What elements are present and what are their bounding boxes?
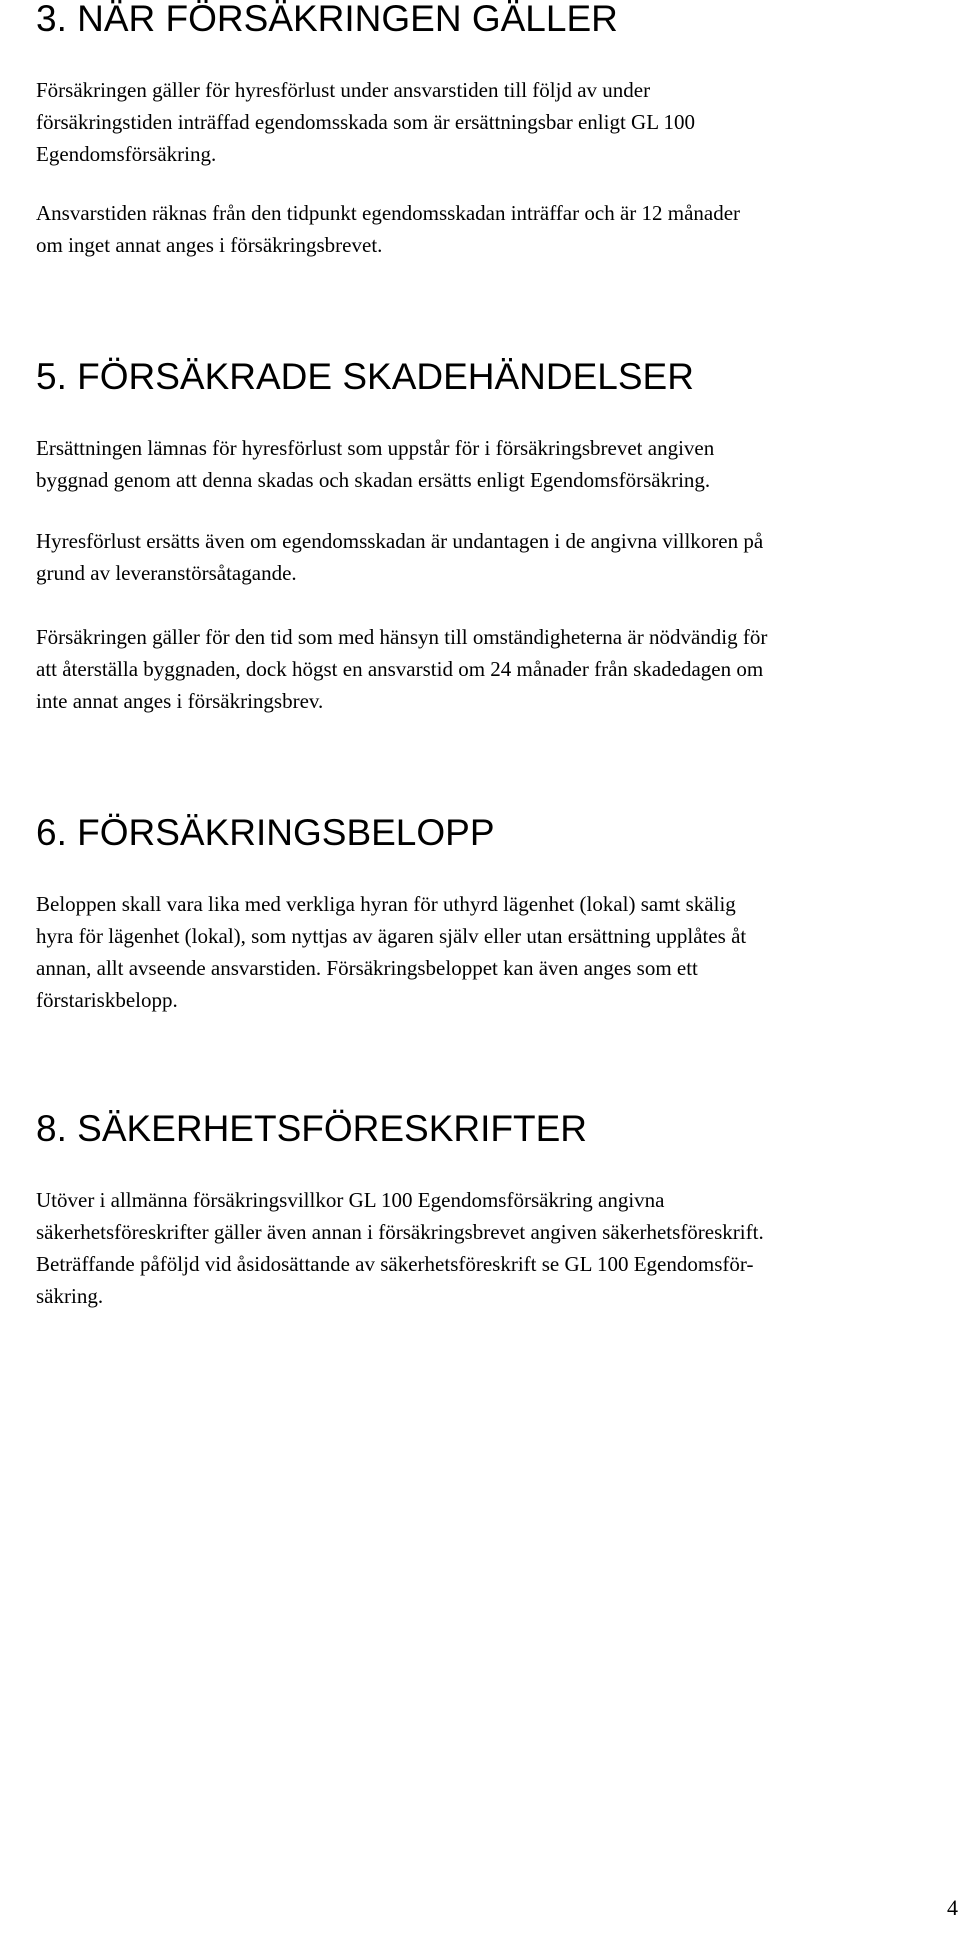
text-line: Försäkringen gäller för hyresförlust under ansvarstiden till följd av under <box>36 78 651 102</box>
text-line: att återställa byggnaden, dock högst en ansvarstid om 24 månader från skadedagen om <box>36 657 764 681</box>
text-line: Egendomsförsäkring. <box>36 142 217 166</box>
section-5-paragraph-1 <box>36 432 714 496</box>
text-line: Ansvarstiden räknas från den tidpunkt egendomsskadan inträffar och är 12 månader <box>36 201 741 225</box>
section-heading-8: 8. SÄKERHETSFÖRESKRIFTER <box>36 1108 587 1149</box>
text-line: Beloppen skall vara lika med verkliga hyran för uthyrd lägenhet (lokal) samt skälig <box>36 892 736 916</box>
text-line: Ersättningen lämnas för hyresförlust som uppstår för i försäkringsbrevet angiven <box>36 436 715 460</box>
text-line: Försäkringen gäller för den tid som med hänsyn till omständigheterna är nödvändig för <box>36 625 768 649</box>
text-line: försäkringstiden inträffad egendomsskada som är ersättningsbar enligt GL 100 <box>36 110 695 134</box>
section-3-paragraph-1 <box>36 74 695 170</box>
text-line: Utöver i allmänna försäkringsvillkor GL 100 Egendomsförsäkring angivna <box>36 1188 665 1212</box>
page-number: 4 <box>947 1895 958 1920</box>
text-line: grund av leveranstörsåtagande. <box>36 561 297 585</box>
section-heading-3: 3. NÄR FÖRSÄKRINGEN GÄLLER <box>36 0 618 39</box>
section-5-paragraph-2 <box>36 525 763 589</box>
section-8-paragraph-1 <box>36 1184 764 1312</box>
text-line: byggnad genom att denna skadas och skadan ersätts enligt Egendomsförsäkring. <box>36 468 711 492</box>
text-line: inte annat anges i försäkringsbrev. <box>36 689 324 713</box>
text-line: hyra för lägenhet (lokal), som nyttjas av ägaren själv eller utan ersättning upplåtes åt <box>36 924 747 948</box>
section-6-paragraph-1 <box>36 888 746 1016</box>
text-line: säkerhetsföreskrifter gäller även annan i försäkringsbrevet angiven säkerhetsföreskrift. <box>36 1220 764 1244</box>
text-line: förstariskbelopp. <box>36 988 178 1012</box>
section-3-paragraph-2 <box>36 197 740 261</box>
section-heading-6: 6. FÖRSÄKRINGSBELOPP <box>36 812 495 853</box>
text-line: annan, allt avseende ansvarstiden. Försäkringsbeloppet kan även anges som ett <box>36 956 698 980</box>
section-5-paragraph-3 <box>36 621 767 717</box>
text-line: om inget annat anges i försäkringsbrevet. <box>36 233 383 257</box>
text-line: säkring. <box>36 1284 104 1308</box>
section-heading-5: 5. FÖRSÄKRADE SKADEHÄNDELSER <box>36 356 694 397</box>
text-line: Hyresförlust ersätts även om egendomsskadan är undantagen i de angivna villkoren på <box>36 529 764 553</box>
text-line: Beträffande påföljd vid åsidosättande av säkerhetsföreskrift se GL 100 Egendomsför- <box>36 1252 754 1276</box>
